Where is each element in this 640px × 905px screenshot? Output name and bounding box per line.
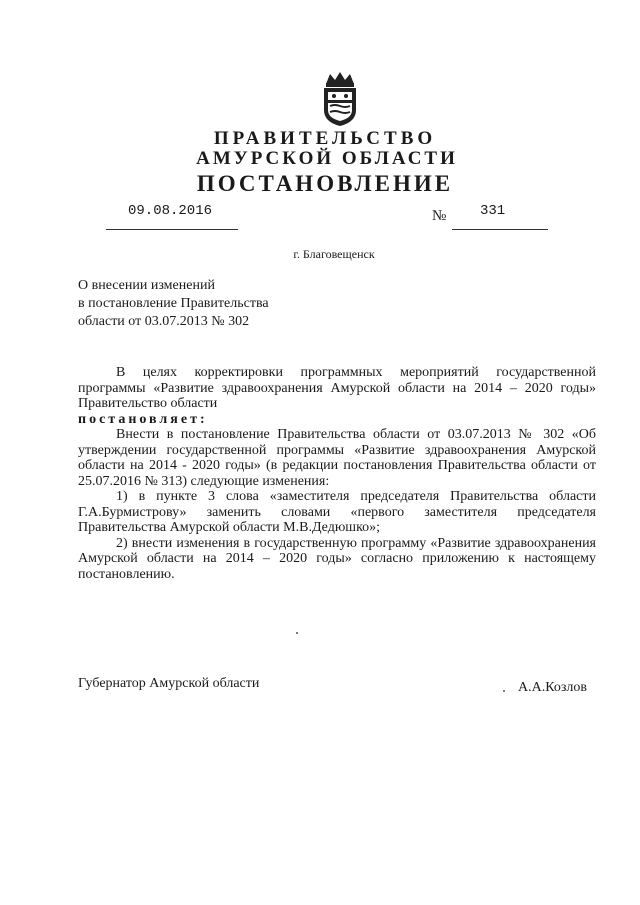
coat-of-arms-icon [316,70,364,128]
document-type: ПОСТАНОВЛЕНИЕ [196,171,454,196]
document-body [78,365,596,582]
subject-block [78,277,269,331]
subject-line: в постановление Правительства [78,296,269,311]
subject-line: О внесении изменений [78,278,215,293]
government-title: ПРАВИТЕЛЬСТВО [213,128,437,149]
resolution-word: постановляет: [78,411,208,427]
scan-speck [503,690,505,692]
number-sign: № [432,208,447,224]
date-underline [106,229,238,230]
item-paragraph: 1) в пункте 3 слова «заместителя председателя Правительства области Г.А.Бурмистрову» заменить словами «первого заместителя председателя Правительства Амурской области М.В.Дедюшко»; [78,489,596,535]
preamble-paragraph: В целях корректировки программных мероприятий государственной программы «Развитие здравоохранения Амурской области на 2014 – 2020 годы» Правительство области [78,365,596,411]
main-paragraph: Внести в постановление Правительства области от 03.07.2013 № 302 «Об утверждении государственной программы «Развитие здравоохранения Амурской области на 2014 - 2020 годы» (в редакции постановления Правительства области от 25.07.2016 № 313) следующие изменения: [78,427,596,489]
item-paragraph: 2) внести изменения в государственную программу «Развитие здравоохранения Амурской области на 2014 – 2020 годы» согласно приложению к настоящему постановлению. [78,535,596,582]
document-date: 09.08.2016 [128,203,213,219]
document-number: 331 [480,203,506,219]
signatory-role: Губернатор Амурской области [78,676,260,691]
number-underline [452,229,548,230]
region-title: АМУРСКОЙ ОБЛАСТИ [196,148,458,169]
signatory-name: А.А.Козлов [518,680,587,695]
scan-speck [296,632,298,634]
subject-line: области от 03.07.2013 № 302 [78,314,250,329]
city: г. Благовещенск [293,247,375,261]
